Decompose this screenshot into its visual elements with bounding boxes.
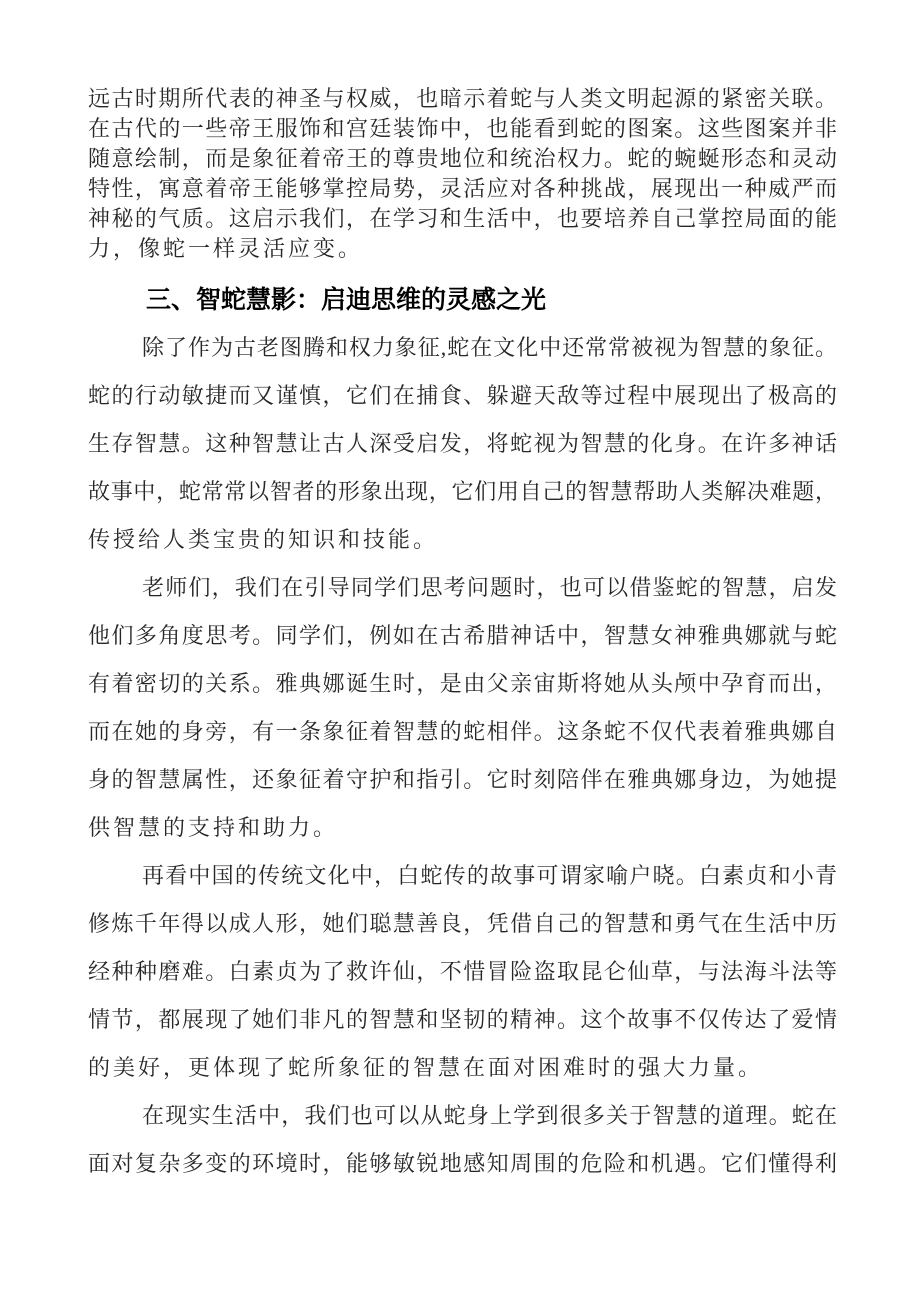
text-line: 面对复杂多变的环境时，能够敏锐地感知周围的危险和机遇。它们懂得利 (88, 1151, 837, 1176)
paragraph (88, 564, 837, 852)
text-line: 除了作为古老图腾和权力象征,蛇在文化中还常常被视为智慧的象征。 (142, 335, 837, 360)
text-line: 修炼千年得以成人形，她们聪慧善良，凭借自己的智慧和勇气在生活中历 (88, 911, 837, 936)
text-line: 供智慧的支持和助力。 (88, 815, 339, 840)
text-line: 在现实生活中，我们也可以从蛇身上学到很多关于智慧的道理。蛇在 (142, 1103, 837, 1128)
text-line: 他们多角度思考。同学们，例如在古希腊神话中，智慧女神雅典娜就与蛇 (88, 623, 837, 648)
text-line: 故事中，蛇常常以智者的形象出现，它们用自己的智慧帮助人类解决难题， (88, 479, 837, 504)
paragraph (88, 852, 837, 1092)
text-line: 的美好，更体现了蛇所象征的智慧在面对困难时的强大力量。 (88, 1055, 764, 1080)
text-line: 情节，都展现了她们非凡的智慧和坚韧的精神。这个故事不仅传达了爱情 (88, 1007, 837, 1032)
paragraph (88, 324, 837, 564)
paragraph (88, 1092, 837, 1188)
text-line: 神秘的气质。这启示我们，在学习和生活中，也要培养自己掌控局面的能 (88, 206, 837, 231)
text-line: 生存智慧。这种智慧让古人深受启发，将蛇视为智慧的化身。在许多神话 (88, 431, 837, 456)
text-line: 远古时期所代表的神圣与权威，也暗示着蛇与人类文明起源的紧密关联。 (88, 86, 837, 111)
text-line: 特性，寓意着帝王能够掌控局势，灵活应对各种挑战，展现出一种威严而 (88, 176, 837, 201)
text-line: 在古代的一些帝王服饰和宫廷装饰中，也能看到蛇的图案。这些图案并非 (88, 116, 837, 141)
text-line: 老师们，我们在引导同学们思考问题时，也可以借鉴蛇的智慧，启发 (142, 575, 837, 600)
paragraph-continuation (88, 84, 837, 264)
text-line: 力，像蛇一样灵活应变。 (88, 236, 364, 261)
document-body (88, 84, 837, 1188)
text-line: 有着密切的关系。雅典娜诞生时，是由父亲宙斯将她从头颅中孕育而出， (88, 671, 837, 696)
text-line: 经种种磨难。白素贞为了救许仙，不惜冒险盗取昆仑仙草，与法海斗法等 (88, 959, 837, 984)
text-line: 再看中国的传统文化中，白蛇传的故事可谓家喻户晓。白素贞和小青 (142, 863, 837, 888)
text-line: 传授给人类宝贵的知识和技能。 (88, 527, 439, 552)
text-line: 蛇的行动敏捷而又谨慎，它们在捕食、躲避天敌等过程中展现出了极高的 (88, 383, 837, 408)
text-line: 而在她的身旁，有一条象征着智慧的蛇相伴。这条蛇不仅代表着雅典娜自 (88, 719, 837, 744)
section-heading: 三、智蛇慧影：启迪思维的灵感之光 (146, 286, 547, 314)
text-line: 身的智慧属性，还象征着守护和指引。它时刻陪伴在雅典娜身边，为她提 (88, 767, 837, 792)
text-line: 随意绘制，而是象征着帝王的尊贵地位和统治权力。蛇的蜿蜒形态和灵动 (88, 146, 837, 171)
